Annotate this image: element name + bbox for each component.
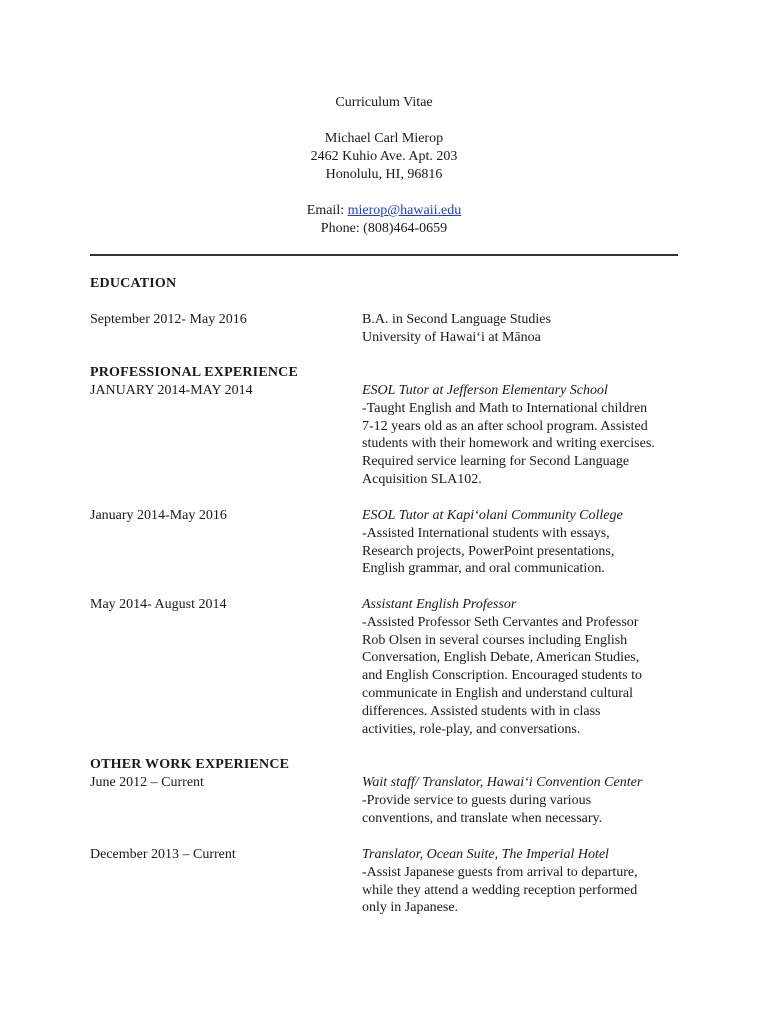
doc-title: Curriculum Vitae [335,95,433,110]
phone-line: Phone: (808)464-0659 [320,221,448,236]
section-title-other-work: OTHER WORK EXPERIENCE [90,757,290,772]
education-entry [362,311,682,347]
entry-role: Wait staff/ Translator, Hawaiʻi Convention Center [362,775,643,790]
entry-role: ESOL Tutor at Jefferson Elementary School [362,383,608,398]
entry-line: students with their homework and writing exercises. [362,436,655,452]
entry-line: Rob Olsen in several courses including English [362,632,628,648]
entry-role: ESOL Tutor at Kapiʻolani Community College [362,508,623,523]
entry-line: Research projects, PowerPoint presentations, [362,543,615,559]
experience-entry [362,507,682,578]
address-line-2: Honolulu, HI, 96816 [325,167,443,182]
entry-role: Translator, Ocean Suite, The Imperial Hotel [362,847,609,862]
entry-line: only in Japanese. [362,900,459,916]
entry-line: -Provide service to guests during various [362,792,592,808]
entry-line: -Assisted Professor Seth Cervantes and Professor [362,614,639,630]
entry-line: Conversation, English Debate, American Studies, [362,650,640,666]
school: University of Hawaiʻi at Mānoa [362,329,541,345]
entry-line: Required service learning for Second Language [362,454,630,470]
experience-entry [362,774,682,827]
person-name: Michael Carl Mierop [324,131,444,146]
entry-line: while they attend a wedding reception performed [362,882,638,898]
entry-line: Acquisition SLA102. [362,471,482,487]
entry-line: activities, role-play, and conversations. [362,721,581,737]
education-date: September 2012- May 2016 [90,312,247,327]
cv-header [0,94,768,238]
entry-line: -Assisted International students with essays, [362,525,610,541]
experience-entry [362,382,682,489]
spacer [0,184,768,202]
entry-date: JANUARY 2014-MAY 2014 [90,383,253,398]
entry-line: communicate in English and understand cultural [362,685,633,701]
entry-line: 7-12 years old as an after school program. Assisted [362,418,648,434]
entry-role: Assistant English Professor [362,597,517,612]
header-divider [90,254,678,256]
entry-date: May 2014- August 2014 [90,597,227,612]
entry-line: -Taught English and Math to International children [362,400,648,416]
experience-entry [362,596,682,738]
entry-line: and English Conscription. Encouraged students to [362,668,642,684]
section-title-professional: PROFESSIONAL EXPERIENCE [90,365,299,380]
experience-entry [362,846,682,917]
entry-date: January 2014-May 2016 [90,508,227,523]
entry-line: English grammar, and oral communication. [362,561,605,577]
spacer [0,112,768,130]
entry-line: -Assist Japanese guests from arrival to departure, [362,864,638,880]
email-link[interactable]: mierop@hawaii.edu [347,203,462,218]
degree: B.A. in Second Language Studies [362,312,551,327]
email-line [0,202,768,220]
address-line-1: 2462 Kuhio Ave. Apt. 203 [310,149,458,164]
entry-date: June 2012 – Current [90,775,204,790]
entry-date: December 2013 – Current [90,847,236,862]
section-title-education: EDUCATION [90,276,177,291]
entry-line: conventions, and translate when necessary. [362,810,603,826]
email-label: Email: [306,203,348,218]
entry-line: differences. Assisted students with in class [362,703,601,719]
